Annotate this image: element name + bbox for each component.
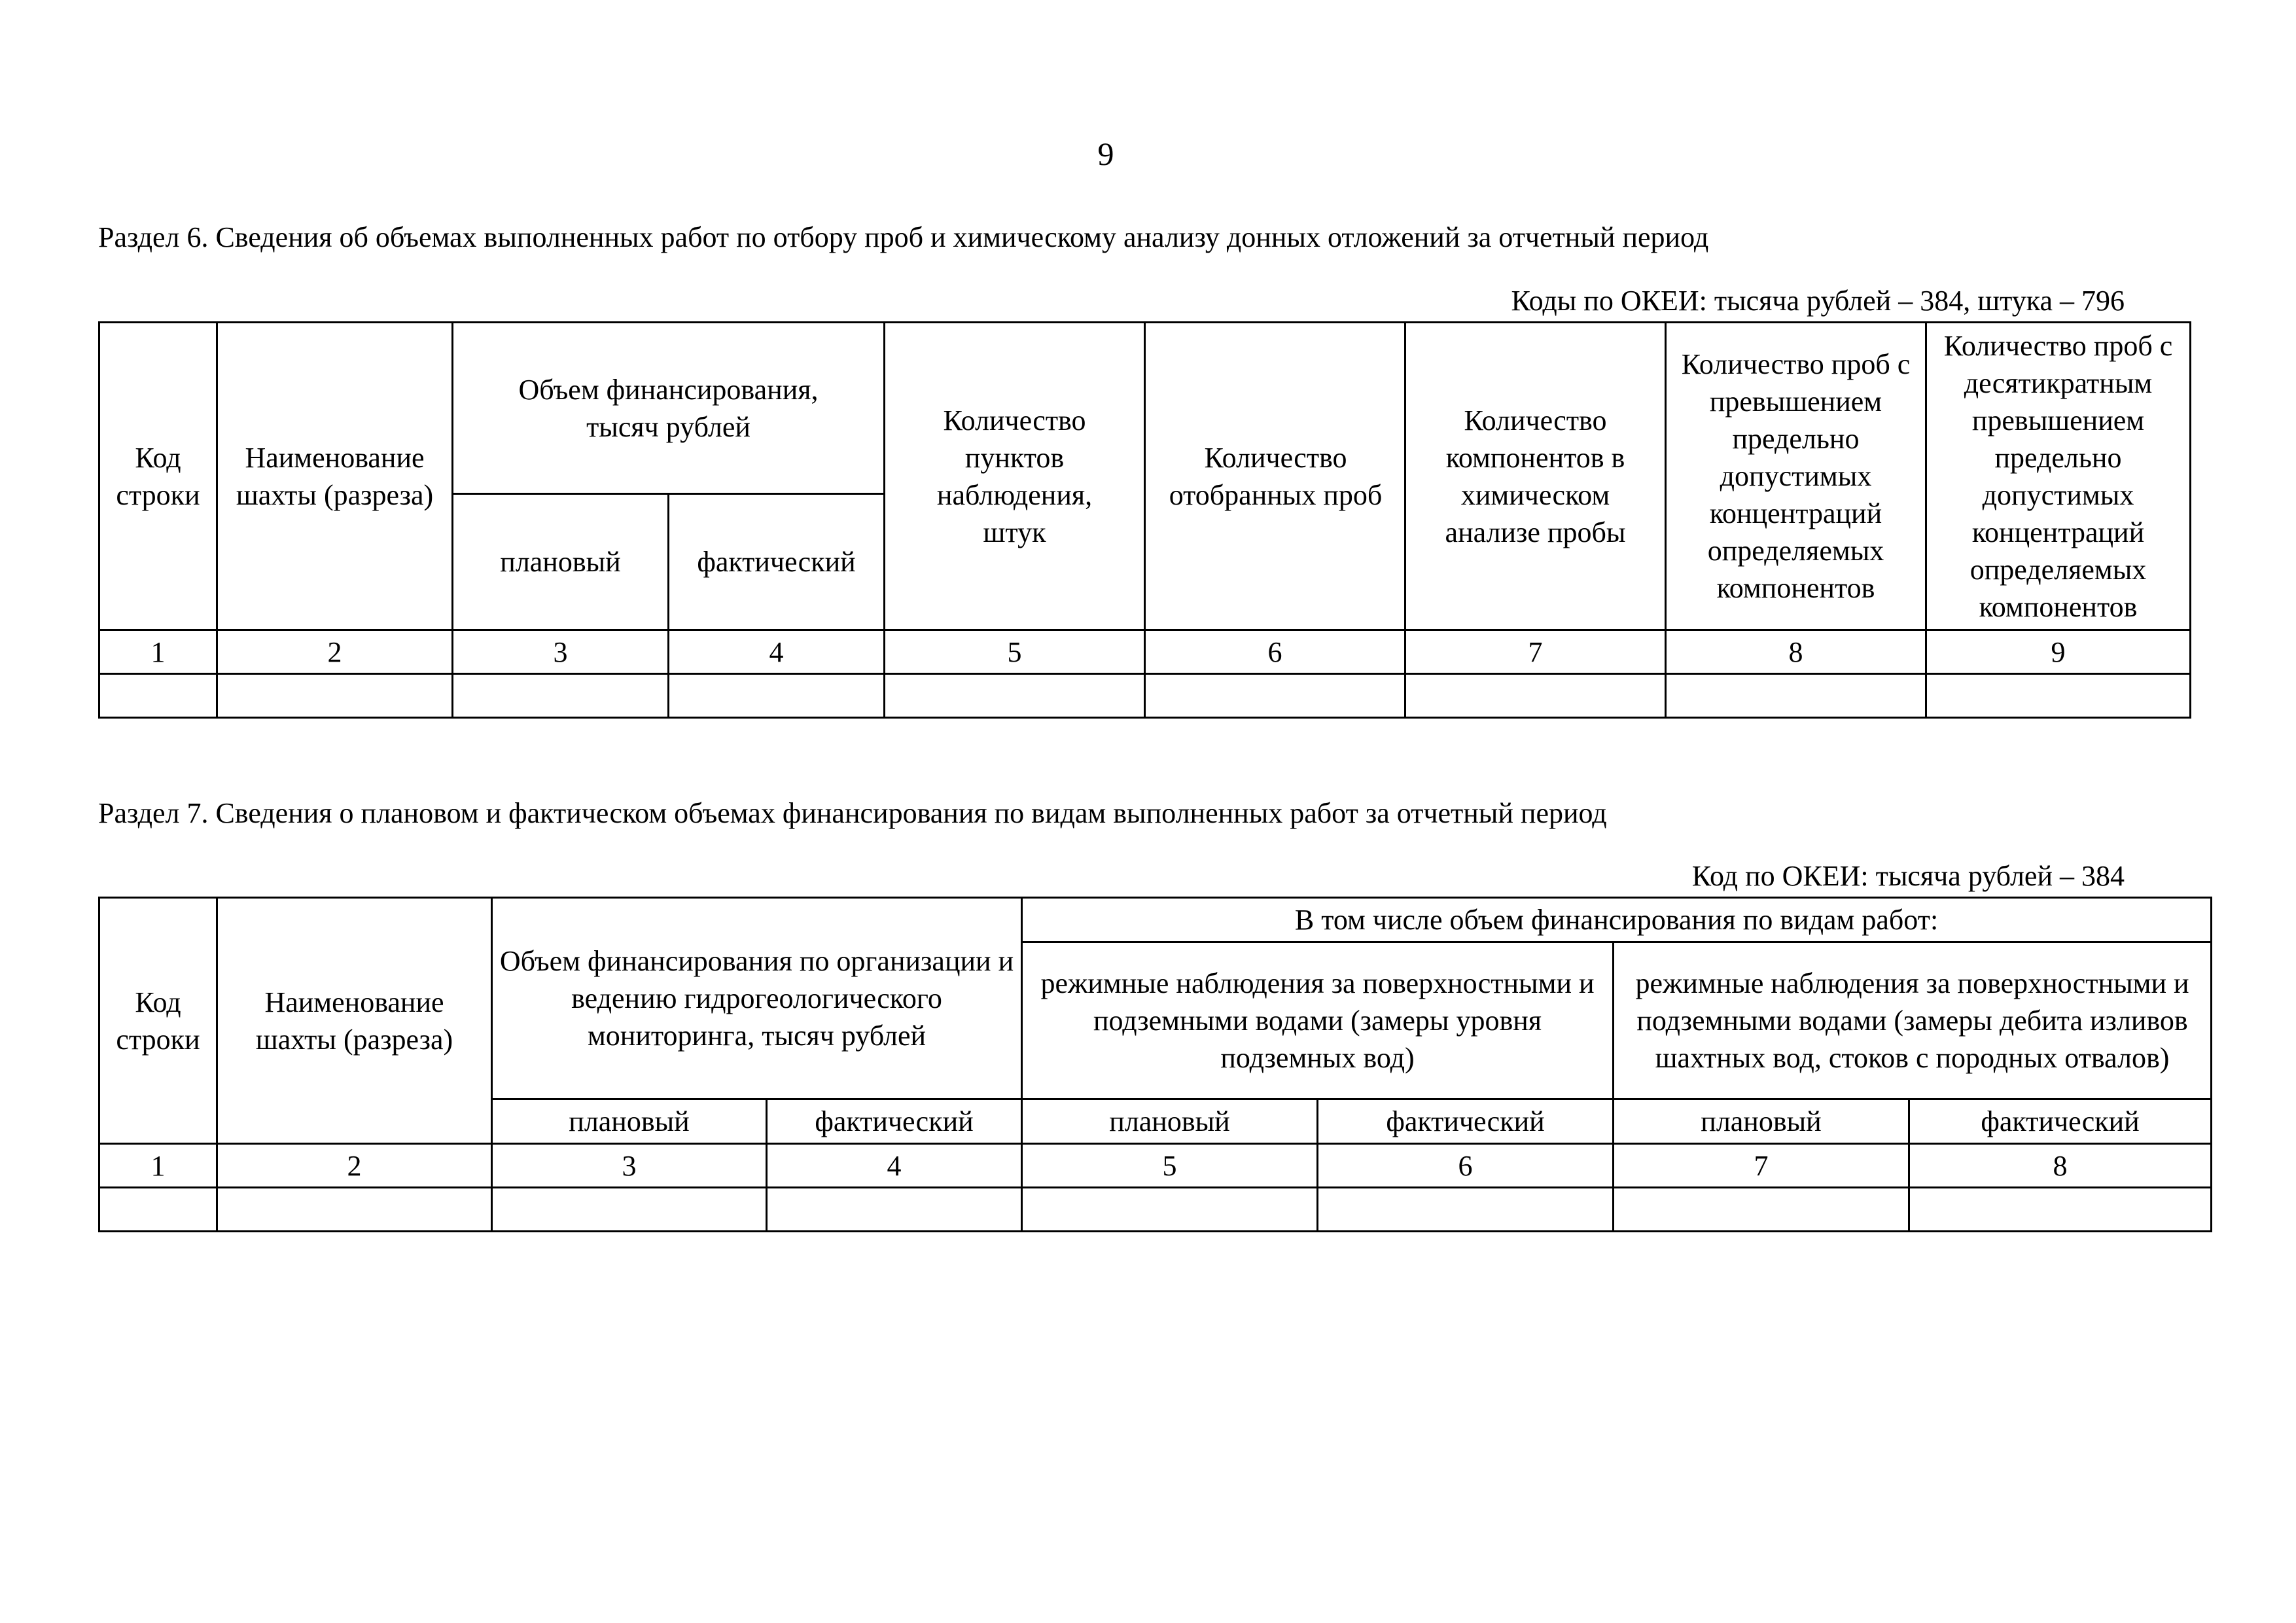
empty-cell[interactable] (885, 674, 1145, 718)
section6-table (98, 321, 2191, 719)
column-number: 9 (1926, 630, 2191, 674)
column-number: 5 (1022, 1144, 1318, 1188)
column-number: 7 (1405, 630, 1666, 674)
header-including: В том числе объем финансирования по видам работ: (1022, 898, 2212, 942)
header-actual: фактический (1909, 1099, 2212, 1144)
header-financing-total: Объем финансирования по организации и ведению гидрогеологического мониторинга, тысяч рублей (492, 898, 1022, 1099)
header-mine-name: Наименование шахты (разреза) (217, 898, 492, 1144)
column-number: 6 (1318, 1144, 1614, 1188)
section6-heading: Раздел 6. Сведения об объемах выполненных работ по отбору проб и химическому анализу донных отложений за отчетный период (98, 221, 1709, 253)
column-number: 4 (669, 630, 885, 674)
header-planned: плановый (1022, 1099, 1318, 1144)
header-samples-exceed: Количество проб с превышением предельно допустимых концентраций определяемых компонентов (1666, 323, 1926, 630)
table-row (99, 674, 2191, 718)
header-planned: плановый (453, 494, 669, 630)
empty-cell[interactable] (767, 1188, 1022, 1232)
header-mine-name: Наименование шахты (разреза) (217, 323, 453, 630)
section7-okei-code: Код по ОКЕИ: тысяча рублей – 384 (1691, 860, 2125, 892)
page-number: 9 (1097, 135, 1114, 172)
column-number: 5 (885, 630, 1145, 674)
column-number: 7 (1614, 1144, 1909, 1188)
column-number: 2 (217, 1144, 492, 1188)
empty-cell[interactable] (669, 674, 885, 718)
empty-cell[interactable] (217, 674, 453, 718)
column-number: 4 (767, 1144, 1022, 1188)
empty-cell[interactable] (1666, 674, 1926, 718)
empty-cell[interactable] (1926, 674, 2191, 718)
column-number: 8 (1909, 1144, 2212, 1188)
empty-cell[interactable] (99, 674, 217, 718)
column-number: 2 (217, 630, 453, 674)
empty-cell[interactable] (1318, 1188, 1614, 1232)
empty-cell[interactable] (1614, 1188, 1909, 1232)
header-row-code: Код строки (99, 898, 217, 1144)
header-components: Количество компонентов в химическом анализе пробы (1405, 323, 1666, 630)
header-actual: фактический (767, 1099, 1022, 1144)
column-number: 8 (1666, 630, 1926, 674)
empty-cell[interactable] (453, 674, 669, 718)
header-regime-groundwater-levels: режимные наблюдения за поверхностными и подземными водами (замеры уровня подземных вод) (1022, 942, 1614, 1099)
column-number: 3 (453, 630, 669, 674)
section6-okei-codes: Коды по ОКЕИ: тысяча рублей – 384, штука – 796 (1511, 285, 2125, 317)
empty-cell[interactable] (1909, 1188, 2212, 1232)
header-observation-points: Количество пунктов наблюдения, штук (885, 323, 1145, 630)
header-row-code: Код строки (99, 323, 217, 630)
empty-cell[interactable] (1145, 674, 1405, 718)
header-actual: фактический (669, 494, 885, 630)
header-planned: плановый (1614, 1099, 1909, 1144)
column-number: 3 (492, 1144, 767, 1188)
header-regime-discharge: режимные наблюдения за поверхностными и подземными водами (замеры дебита изливов шахтных вод, стоков с породных отвалов) (1614, 942, 2212, 1099)
empty-cell[interactable] (1405, 674, 1666, 718)
empty-cell[interactable] (217, 1188, 492, 1232)
empty-cell[interactable] (1022, 1188, 1318, 1232)
column-number: 6 (1145, 630, 1405, 674)
section7-table (98, 897, 2212, 1232)
header-samples-taken: Количество отобранных проб (1145, 323, 1405, 630)
header-financing: Объем финансирования, тысяч рублей (453, 323, 885, 494)
column-number: 1 (99, 630, 217, 674)
header-actual: фактический (1318, 1099, 1614, 1144)
section7-heading: Раздел 7. Сведения о плановом и фактическом объемах финансирования по видам выполненных работ за отчетный период (98, 797, 1607, 829)
header-planned: плановый (492, 1099, 767, 1144)
header-samples-exceed-tenfold: Количество проб с десятикратным превышением предельно допустимых концентраций определяемых компонентов (1926, 323, 2191, 630)
table-row (99, 1188, 2212, 1232)
column-number: 1 (99, 1144, 217, 1188)
empty-cell[interactable] (99, 1188, 217, 1232)
empty-cell[interactable] (492, 1188, 767, 1232)
